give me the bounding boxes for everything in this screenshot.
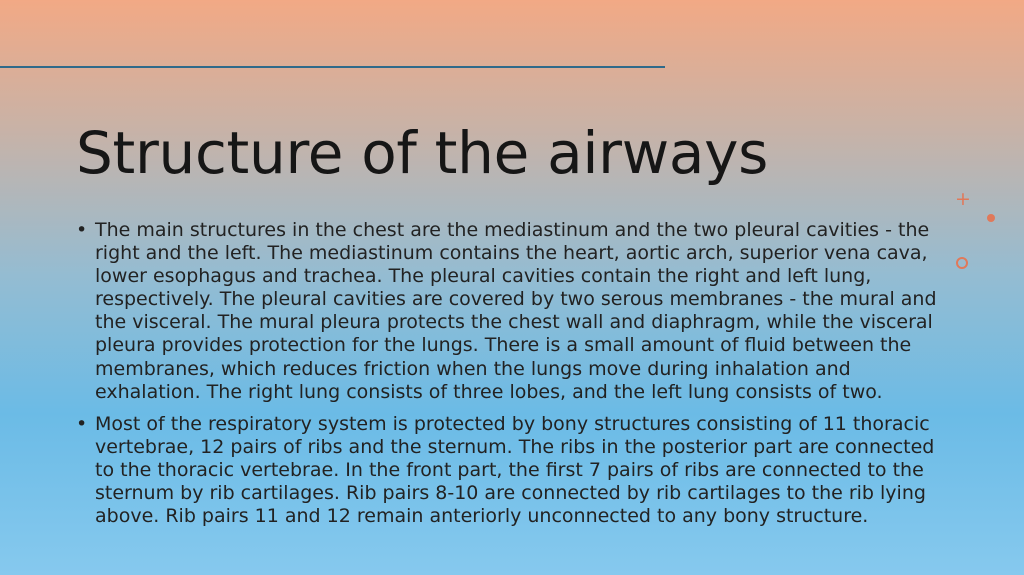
bullet-text: Most of the respiratory system is protected by bony structures consisting of 11 thoracic vertebrae, 12 pairs of ribs and the sternum. The ribs in the posterior part are connected to the thoracic vertebrae. In the front part, the first 7 pairs of ribs are connected to the sternum by rib cartilages. Rib pairs 8-10 are connected by rib cartilages to the rib lying above. Rib pairs 11 and 12 remain anteriorly unconnected to any bony structure. bbox=[95, 412, 935, 528]
bullet-dot-icon: • bbox=[76, 412, 88, 435]
slide-title: Structure of the airways bbox=[76, 119, 769, 187]
top-divider-line bbox=[0, 66, 665, 68]
bullet-text: The main structures in the chest are the mediastinum and the two pleural cavities - the right and the left. The mediastinum contains the heart, aortic arch, superior vena cava, lower esophagus and trachea. The pleural cavities contain the right and left lung, respectively. The pleural cavities are covered by two serous membranes - the mural and the visceral. The mural pleura protects the chest wall and diaphragm, while the visceral pleura provides protection for the lungs. There is a small amount of fluid between the membranes, which reduces friction when the lungs move during inhalation and exhalation. The right lung consists of three lobes, and the left lung consists of two. bbox=[95, 219, 937, 403]
bullet-dot-icon: • bbox=[76, 219, 88, 241]
ring-icon bbox=[956, 257, 968, 269]
plus-icon: + bbox=[955, 188, 971, 210]
bullet-list bbox=[76, 219, 950, 537]
bullet-item bbox=[76, 413, 950, 528]
filled-dot-icon bbox=[987, 214, 995, 222]
bullet-item bbox=[76, 219, 950, 404]
